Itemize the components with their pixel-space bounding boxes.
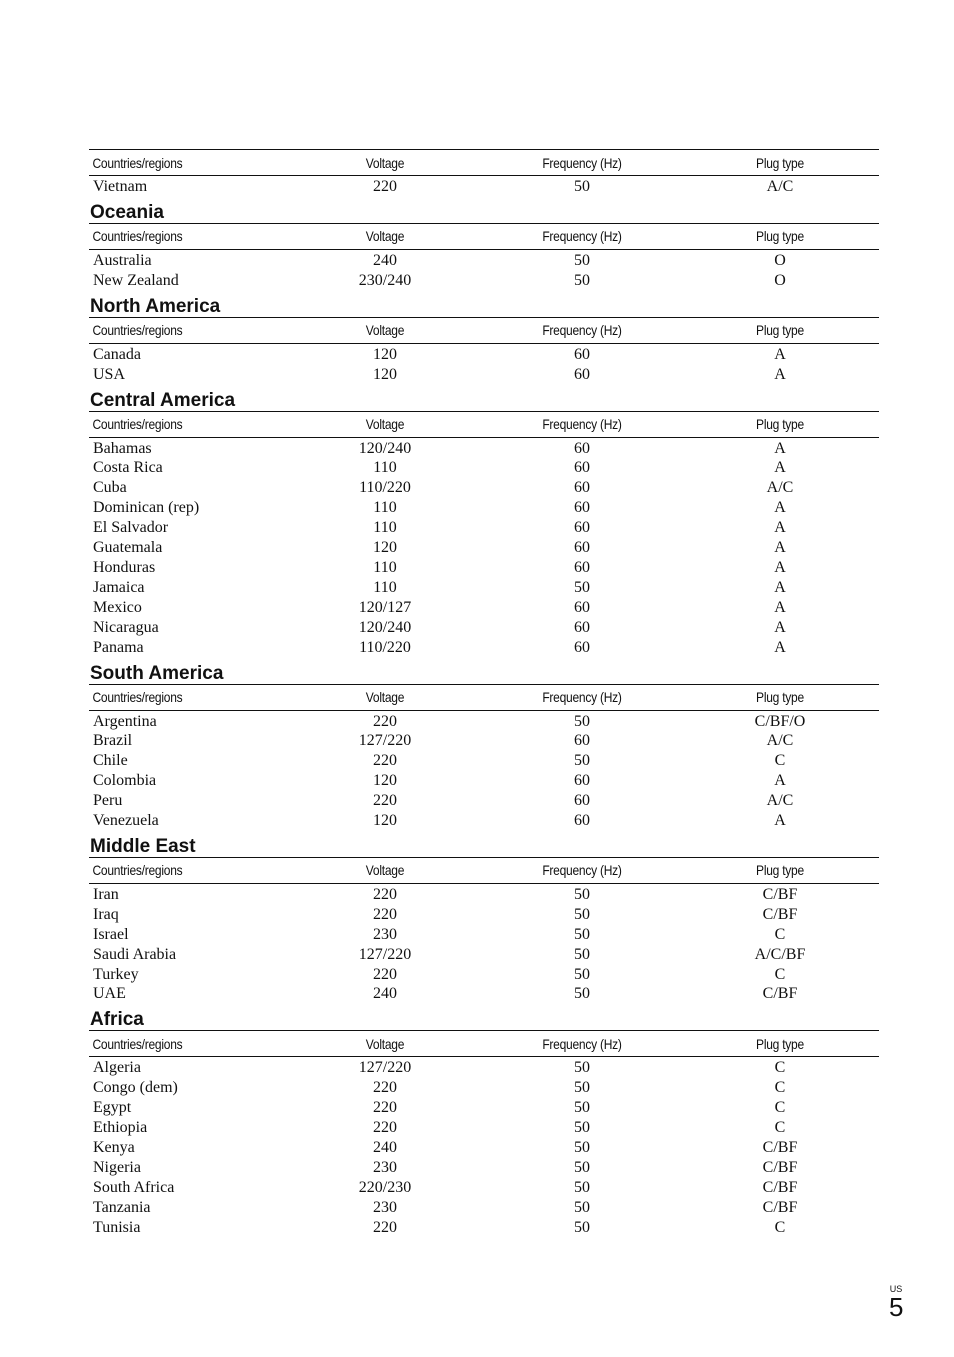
plug-type-cell: A/C (766, 732, 794, 750)
plug-type-cell: C (774, 1079, 786, 1097)
table-header-row (89, 411, 879, 437)
voltage-cell: 110 (373, 519, 397, 537)
frequency-cell: 50 (574, 752, 590, 770)
voltage-cell: 110 (373, 578, 397, 596)
plug-type-cell: A (774, 812, 786, 830)
frequency-cell: 50 (574, 178, 590, 195)
table-row (89, 1057, 879, 1078)
table-row (89, 1158, 879, 1178)
country-cell: Algeria (93, 1059, 141, 1077)
country-cell: Congo (dem) (93, 1079, 178, 1097)
voltage-cell: 220 (373, 712, 397, 730)
country-cell: Vietnam (93, 178, 148, 195)
table-row (89, 638, 879, 658)
voltage-cell: 240 (373, 985, 397, 1003)
column-header-voltage: Voltage (365, 322, 405, 339)
column-header-country: Countries/regions (92, 689, 183, 705)
country-cell: Honduras (93, 558, 156, 576)
country-cell: Iran (93, 885, 119, 903)
plug-type-cell: A/C (766, 792, 794, 810)
table-row (89, 498, 879, 518)
section-title: Africa (90, 1009, 144, 1031)
voltage-cell: 230/240 (358, 271, 412, 289)
plug-type-cell: A (774, 638, 786, 656)
frequency-cell: 50 (574, 271, 590, 289)
table-row (89, 811, 879, 831)
frequency-cell: 50 (574, 985, 590, 1003)
voltage-cell: 220 (373, 905, 397, 923)
plug-type-cell: A/C (766, 479, 794, 497)
country-cell: Jamaica (93, 578, 145, 596)
table-row (89, 176, 879, 197)
plug-type-cell: A (774, 558, 786, 576)
country-cell: Dominican (rep) (93, 499, 200, 517)
column-header-voltage: Voltage (365, 689, 405, 705)
voltage-cell: 240 (373, 251, 397, 269)
section (89, 1004, 879, 1237)
column-header-voltage: Voltage (365, 228, 405, 245)
frequency-cell: 50 (574, 945, 590, 963)
table-header-row (89, 150, 879, 176)
plug-type-cell: C (774, 925, 786, 943)
frequency-cell: 50 (574, 1158, 590, 1176)
column-header-plug: Plug type (756, 416, 804, 433)
voltage-cell: 120/240 (358, 439, 412, 457)
plug-type-cell: A (774, 345, 786, 363)
voltage-cell: 110 (373, 558, 397, 576)
table-row (89, 771, 879, 791)
column-header-frequency: Frequency (Hz) (542, 228, 622, 245)
specs-table (89, 684, 879, 831)
frequency-cell: 60 (574, 499, 590, 517)
country-cell: Guatemala (93, 539, 163, 557)
table-row (89, 731, 879, 751)
column-header-country: Countries/regions (92, 1035, 183, 1052)
voltage-cell: 127/220 (358, 732, 412, 750)
frequency-cell: 60 (574, 439, 590, 457)
country-cell: Egypt (93, 1099, 132, 1117)
frequency-cell: 60 (574, 539, 590, 557)
column-header-plug: Plug type (756, 228, 804, 245)
column-header-country: Countries/regions (92, 416, 183, 433)
voltage-cell: 110 (373, 499, 397, 517)
specs-table (89, 1030, 879, 1237)
section (89, 291, 879, 385)
voltage-cell: 220 (373, 752, 397, 770)
frequency-cell: 50 (574, 251, 590, 269)
country-cell: UAE (93, 985, 126, 1003)
specs-table (89, 857, 879, 1004)
column-header-voltage: Voltage (365, 416, 405, 433)
frequency-cell: 60 (574, 365, 590, 383)
table-row (89, 538, 879, 558)
country-cell: Turkey (93, 965, 139, 983)
column-header-plug: Plug type (756, 322, 804, 339)
frequency-cell: 60 (574, 598, 590, 616)
table-row (89, 365, 879, 385)
country-cell: Canada (93, 345, 141, 363)
section (89, 385, 879, 658)
table-row (89, 478, 879, 498)
table-row (89, 791, 879, 811)
plug-type-cell: C/BF/O (754, 712, 806, 730)
frequency-cell: 50 (574, 1059, 590, 1077)
frequency-cell: 60 (574, 479, 590, 497)
country-cell: Chile (93, 752, 128, 770)
frequency-cell: 50 (574, 1198, 590, 1216)
voltage-cell: 220 (373, 792, 397, 810)
table-row (89, 945, 879, 965)
page-content (89, 149, 879, 1238)
plug-type-cell: C (774, 1059, 786, 1077)
voltage-cell: 110/220 (359, 638, 411, 656)
country-cell: Bahamas (93, 439, 152, 457)
specs-table (89, 317, 879, 385)
plug-type-cell: A (774, 365, 786, 383)
plug-type-cell: O (774, 251, 786, 269)
plug-type-cell: C/BF (762, 905, 798, 923)
table-row (89, 925, 879, 945)
page-region-code: US (889, 1284, 903, 1294)
section-title: Middle East (90, 835, 196, 857)
plug-type-cell: C/BF (762, 885, 798, 903)
plug-type-cell: O (774, 271, 786, 289)
frequency-cell: 50 (574, 1079, 590, 1097)
voltage-cell: 120/127 (358, 598, 412, 616)
table-row (89, 1218, 879, 1238)
table-row (89, 271, 879, 291)
column-header-frequency: Frequency (Hz) (542, 1035, 622, 1052)
table-row (89, 710, 879, 731)
column-header-plug: Plug type (756, 689, 804, 705)
frequency-cell: 60 (574, 732, 590, 750)
plug-type-cell: C/BF (762, 1158, 798, 1176)
table-row (89, 1078, 879, 1098)
voltage-cell: 110 (373, 459, 397, 477)
voltage-cell: 220 (373, 965, 397, 983)
plug-type-cell: A (774, 439, 786, 457)
specs-table (89, 411, 879, 658)
table-row (89, 618, 879, 638)
table-row (89, 578, 879, 598)
plug-type-cell: A (774, 578, 786, 596)
voltage-cell: 127/220 (358, 1059, 412, 1077)
country-cell: Venezuela (93, 812, 159, 830)
voltage-cell: 220 (373, 1119, 397, 1137)
section-title: Oceania (90, 201, 164, 223)
voltage-cell: 230 (373, 925, 397, 943)
plug-type-cell: A (774, 499, 786, 517)
country-cell: Israel (93, 925, 129, 943)
country-cell: Mexico (93, 598, 142, 616)
table-row (89, 883, 879, 904)
table-row (89, 249, 879, 270)
table-row (89, 984, 879, 1004)
column-header-voltage: Voltage (365, 862, 405, 879)
column-header-plug: Plug type (756, 1035, 804, 1052)
country-cell: El Salvador (93, 519, 169, 537)
frequency-cell: 60 (574, 812, 590, 830)
table-row (89, 1178, 879, 1198)
country-cell: Kenya (93, 1139, 135, 1156)
country-cell: Cuba (93, 479, 127, 497)
section-title: Central America (90, 389, 236, 411)
table-row (89, 598, 879, 618)
column-header-country: Countries/regions (92, 322, 183, 339)
table-row (89, 1098, 879, 1118)
country-cell: USA (93, 365, 126, 383)
table-row (89, 518, 879, 538)
table-header-row (89, 1031, 879, 1057)
frequency-cell: 60 (574, 618, 590, 636)
column-header-country: Countries/regions (92, 862, 183, 879)
column-header-country: Countries/regions (92, 228, 183, 245)
table-row (89, 1118, 879, 1138)
country-cell: Brazil (93, 732, 133, 750)
country-cell: Nicaragua (93, 618, 159, 636)
voltage-cell: 127/220 (358, 945, 412, 963)
plug-type-cell: A/C/BF (754, 945, 806, 963)
voltage-cell: 120 (373, 772, 397, 790)
voltage-cell: 230 (373, 1198, 397, 1216)
section (89, 149, 879, 197)
section (89, 197, 879, 291)
column-header-frequency: Frequency (Hz) (542, 862, 622, 879)
frequency-cell: 50 (574, 578, 590, 596)
voltage-cell: 120 (373, 539, 397, 557)
section (89, 831, 879, 1004)
frequency-cell: 50 (574, 885, 590, 903)
plug-type-cell: A (774, 772, 786, 790)
voltage-cell: 220/230 (358, 1178, 412, 1196)
table-row (89, 343, 879, 364)
table-header-row (89, 317, 879, 343)
country-cell: Colombia (93, 772, 157, 790)
column-header-plug: Plug type (756, 154, 804, 171)
plug-type-cell: A/C (766, 178, 794, 195)
table-row (89, 458, 879, 478)
voltage-cell: 120 (373, 812, 397, 830)
plug-type-cell: C/BF (762, 1178, 798, 1196)
column-header-plug: Plug type (756, 862, 804, 879)
frequency-cell: 50 (574, 905, 590, 923)
country-cell: Australia (93, 251, 152, 269)
country-cell: Peru (93, 792, 123, 810)
column-header-frequency: Frequency (Hz) (542, 154, 622, 171)
country-cell: Tunisia (93, 1218, 141, 1236)
country-cell: Ethiopia (93, 1119, 148, 1137)
voltage-cell: 120 (373, 365, 397, 383)
column-header-voltage: Voltage (365, 154, 405, 171)
frequency-cell: 50 (574, 1218, 590, 1236)
frequency-cell: 50 (574, 1139, 590, 1156)
voltage-cell: 110/220 (359, 479, 411, 497)
page-number (889, 1284, 903, 1320)
frequency-cell: 60 (574, 459, 590, 477)
table-row (89, 558, 879, 578)
country-cell: Panama (93, 638, 144, 656)
table-header-row (89, 223, 879, 249)
plug-type-cell: C/BF (762, 985, 798, 1003)
frequency-cell: 60 (574, 792, 590, 810)
voltage-cell: 220 (373, 1099, 397, 1117)
plug-type-cell: C/BF (762, 1198, 798, 1216)
frequency-cell: 50 (574, 1178, 590, 1196)
plug-type-cell: A (774, 459, 786, 477)
table-row (89, 437, 879, 458)
table-row (89, 1198, 879, 1218)
plug-type-cell: A (774, 519, 786, 537)
frequency-cell: 60 (574, 519, 590, 537)
frequency-cell: 60 (574, 345, 590, 363)
specs-table (89, 223, 879, 291)
voltage-cell: 220 (373, 885, 397, 903)
specs-table (89, 149, 879, 197)
table-row (89, 1138, 879, 1158)
table-header-row (89, 684, 879, 710)
column-header-frequency: Frequency (Hz) (542, 322, 622, 339)
frequency-cell: 60 (574, 558, 590, 576)
frequency-cell: 50 (574, 1099, 590, 1117)
frequency-cell: 50 (574, 925, 590, 943)
plug-type-cell: A (774, 618, 786, 636)
voltage-cell: 220 (373, 1079, 397, 1097)
country-cell: Saudi Arabia (93, 945, 177, 963)
country-cell: Nigeria (93, 1158, 141, 1176)
country-cell: Argentina (93, 712, 157, 730)
table-row (89, 751, 879, 771)
table-row (89, 905, 879, 925)
section (89, 658, 879, 831)
frequency-cell: 60 (574, 638, 590, 656)
voltage-cell: 120/240 (358, 618, 412, 636)
section-title: South America (90, 662, 224, 684)
table-header-row (89, 857, 879, 883)
section-title: North America (90, 295, 221, 317)
table-row (89, 965, 879, 985)
column-header-voltage: Voltage (365, 1035, 405, 1052)
column-header-frequency: Frequency (Hz) (542, 689, 622, 705)
column-header-country: Countries/regions (92, 154, 183, 171)
plug-type-cell: C/BF (762, 1139, 798, 1156)
voltage-cell: 220 (373, 1218, 397, 1236)
plug-type-cell: C (774, 965, 786, 983)
country-cell: South Africa (93, 1178, 175, 1196)
country-cell: Tanzania (93, 1198, 151, 1216)
frequency-cell: 50 (574, 965, 590, 983)
frequency-cell: 50 (574, 712, 590, 730)
plug-type-cell: C (774, 1218, 786, 1236)
voltage-cell: 240 (373, 1139, 397, 1156)
plug-type-cell: A (774, 598, 786, 616)
frequency-cell: 50 (574, 1119, 590, 1137)
frequency-cell: 60 (574, 772, 590, 790)
page-number-value: 5 (889, 1292, 904, 1322)
plug-type-cell: A (774, 539, 786, 557)
plug-type-cell: C (774, 1119, 786, 1137)
column-header-frequency: Frequency (Hz) (542, 416, 622, 433)
plug-type-cell: C (774, 1099, 786, 1117)
voltage-cell: 120 (373, 345, 397, 363)
country-cell: New Zealand (93, 271, 179, 289)
plug-type-cell: C (774, 752, 786, 770)
voltage-cell: 230 (373, 1158, 397, 1176)
country-cell: Costa Rica (93, 459, 163, 477)
country-cell: Iraq (93, 905, 119, 923)
voltage-cell: 220 (373, 178, 397, 195)
